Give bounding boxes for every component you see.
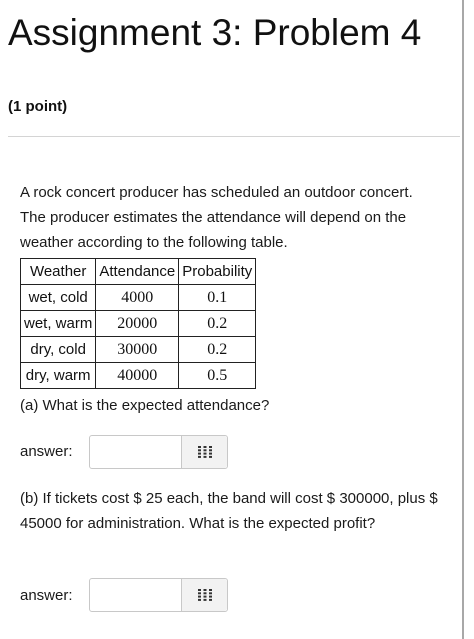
weather-cell: wet, cold — [21, 285, 96, 311]
attendance-cell: 4000 — [96, 285, 179, 311]
points-label: (1 point) — [8, 98, 68, 115]
probability-cell: 0.2 — [179, 311, 256, 337]
answer-input-b[interactable] — [90, 579, 181, 611]
scrollbar-track[interactable] — [462, 0, 464, 639]
grid-icon — [198, 446, 212, 458]
attendance-cell: 40000 — [96, 363, 179, 389]
answer-input-a[interactable] — [90, 436, 181, 468]
probability-cell: 0.5 — [179, 363, 256, 389]
probability-table — [20, 258, 256, 389]
header-attendance: Attendance — [96, 259, 179, 285]
weather-cell: dry, warm — [21, 363, 96, 389]
answer-label-b: answer: — [20, 587, 73, 604]
weather-cell: dry, cold — [21, 337, 96, 363]
question-a: (a) What is the expected attendance? — [20, 397, 270, 414]
question-b: (b) If tickets cost $ 25 each, the band will cost $ 300000, plus $ 45000 for administration. What is the expected profit? — [20, 490, 438, 532]
divider — [8, 136, 460, 137]
table-row — [21, 337, 256, 363]
page-title: Assignment 3: Problem 4 — [8, 12, 422, 53]
answer-label-a: answer: — [20, 443, 73, 460]
problem-intro: A rock concert producer has scheduled an outdoor concert. The producer estimates the attendance will depend on the weather according to the following table. — [20, 184, 413, 251]
table-row — [21, 285, 256, 311]
header-probability: Probability — [179, 259, 256, 285]
weather-cell: wet, warm — [21, 311, 96, 337]
answer-field-a — [89, 435, 228, 469]
table-row — [21, 363, 256, 389]
header-weather: Weather — [21, 259, 96, 285]
grid-icon — [198, 589, 212, 601]
attendance-cell: 20000 — [96, 311, 179, 337]
table-header-row — [21, 259, 256, 285]
probability-cell: 0.2 — [179, 337, 256, 363]
attendance-cell: 30000 — [96, 337, 179, 363]
table-row — [21, 311, 256, 337]
answer-field-b — [89, 578, 228, 612]
probability-cell: 0.1 — [179, 285, 256, 311]
equation-editor-button-a[interactable] — [181, 436, 227, 468]
equation-editor-button-b[interactable] — [181, 579, 227, 611]
